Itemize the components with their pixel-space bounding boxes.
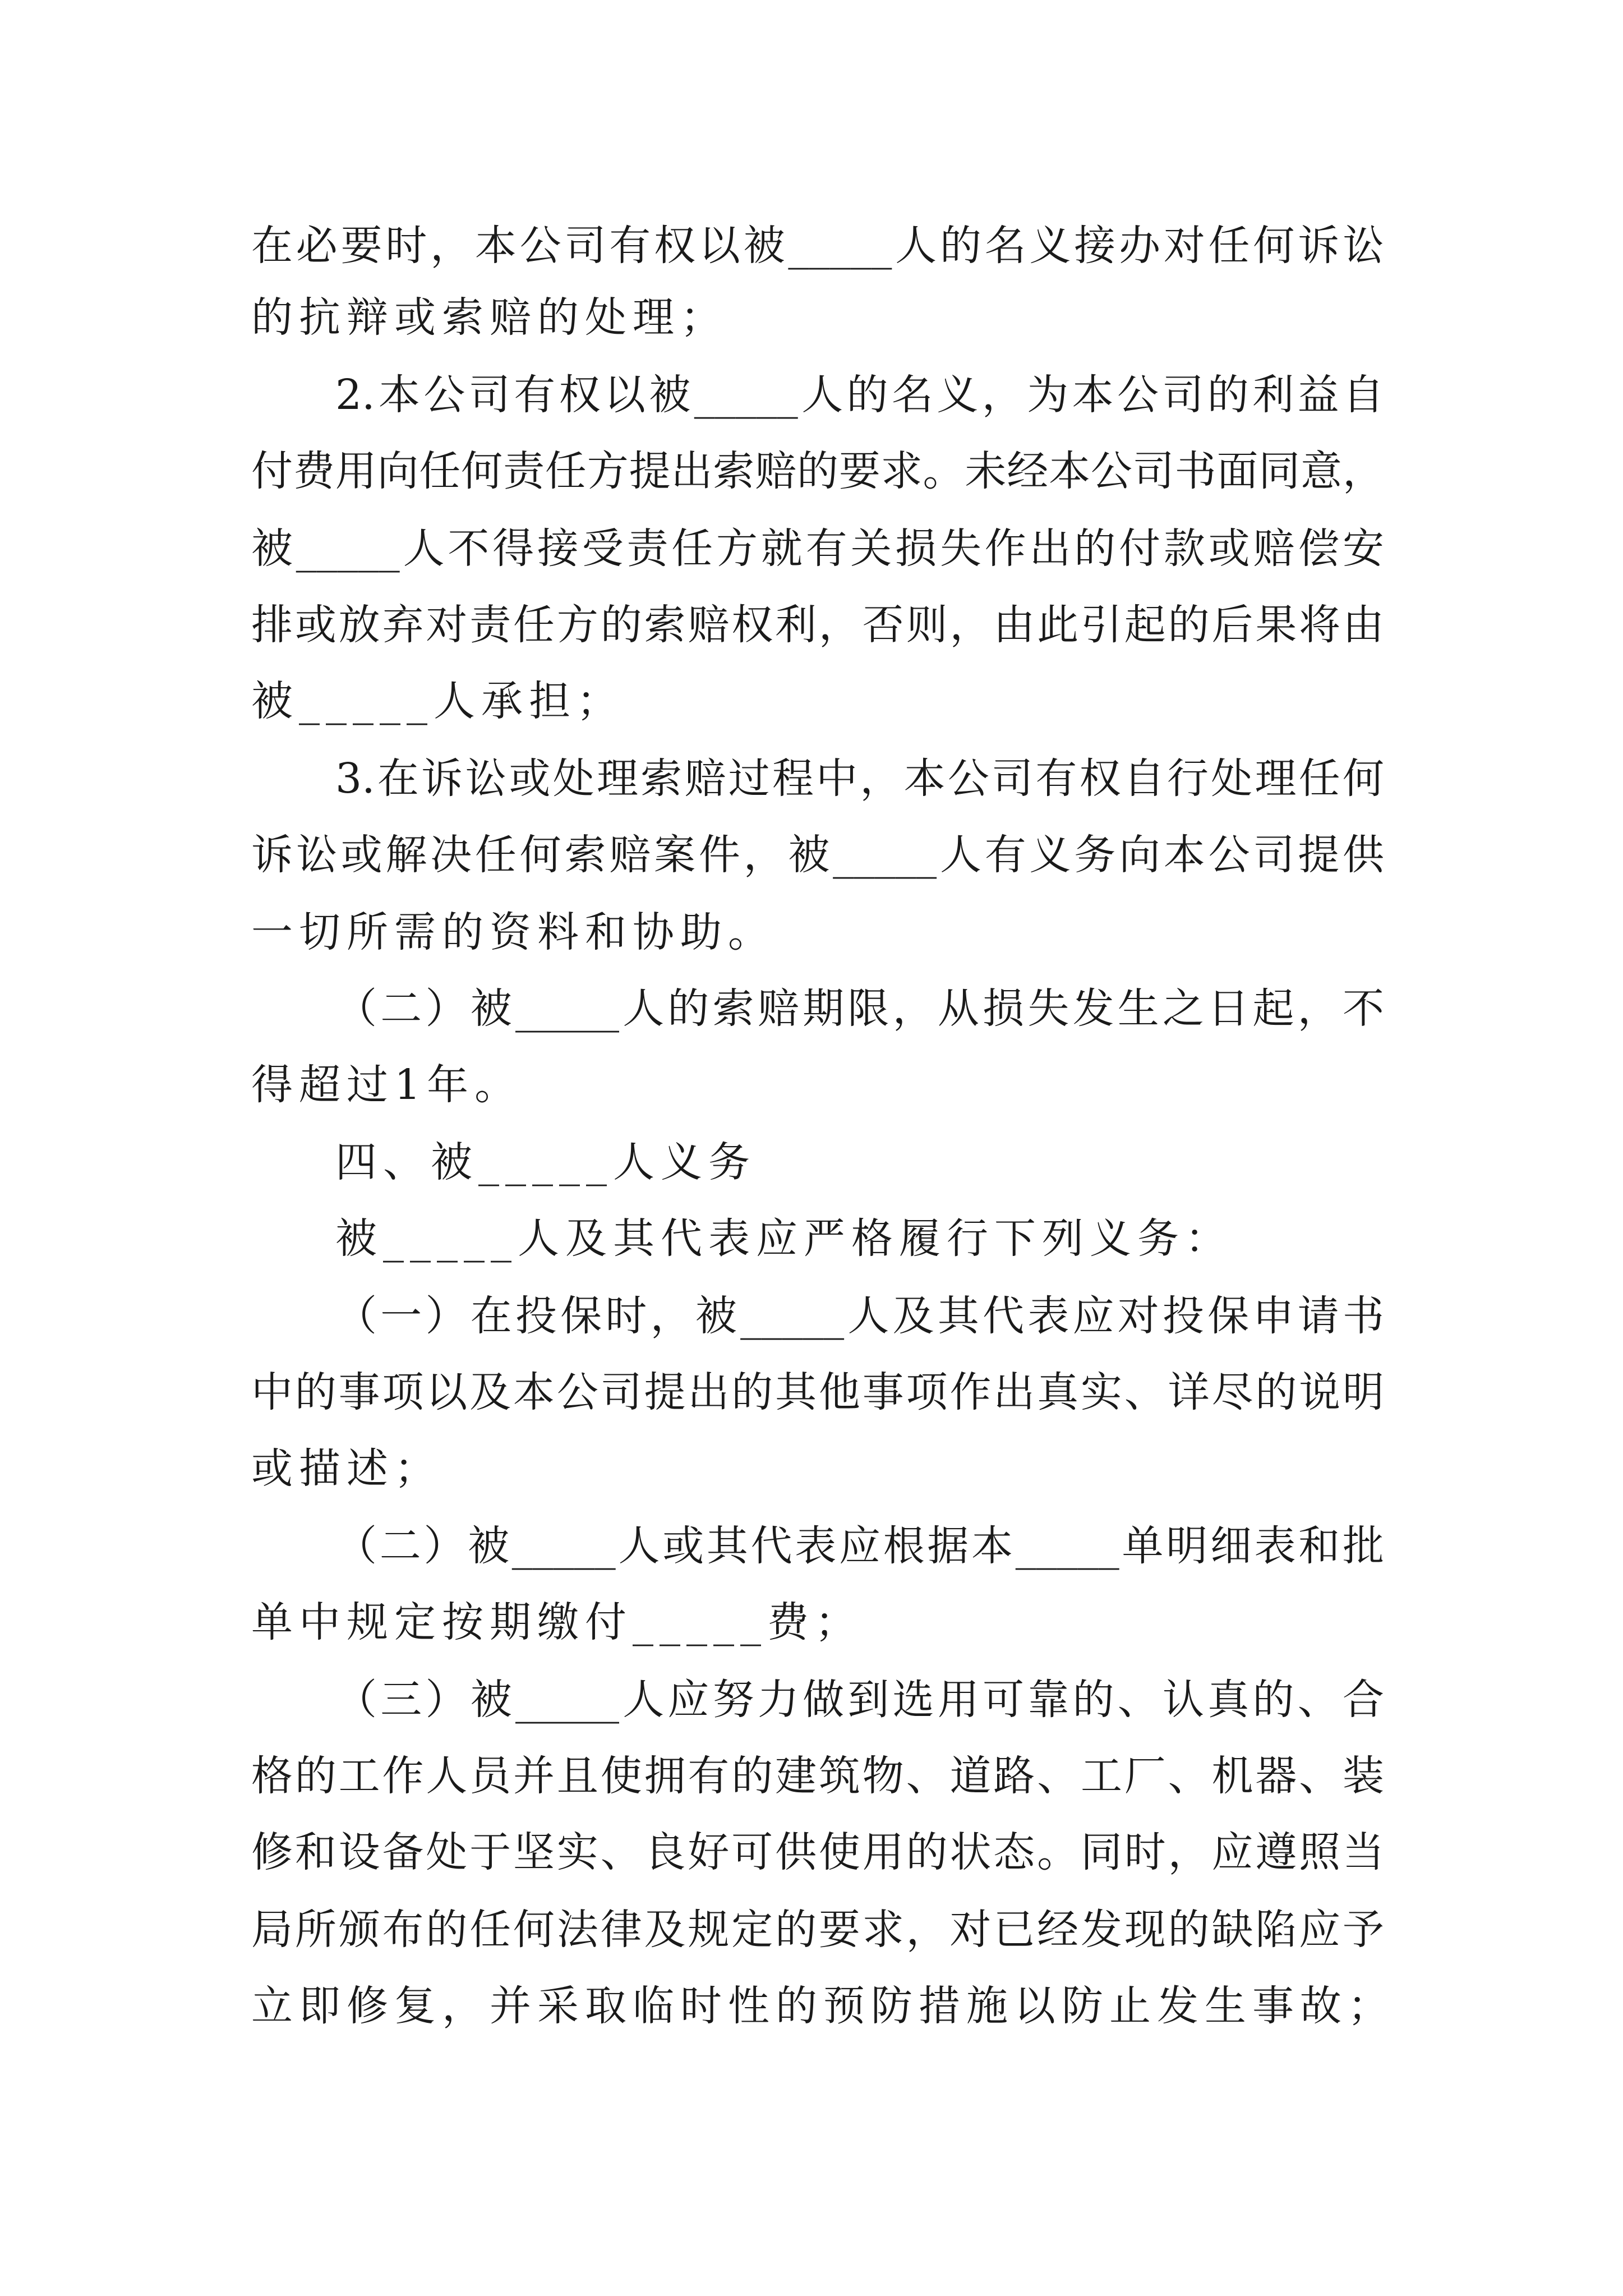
paragraph-line: （三）被_____人应努力做到选用可靠的、认真的、合 [335, 1676, 1384, 1724]
paragraph-line: （二）被_____人或其代表应根据本_____单明细表和批 [335, 1522, 1384, 1570]
paragraph-line: 被_____人不得接受责任方就有关损失作出的付款或赔偿安 [251, 524, 1384, 573]
paragraph-line: 被_____人承担； [251, 677, 624, 725]
paragraph-line: 单中规定按期缴付_____费； [251, 1598, 863, 1646]
paragraph-line: 排或放弃对责任方的索赔权利，否则，由此引起的后果将由 [251, 601, 1384, 649]
paragraph-line: 中的事项以及本公司提出的其他事项作出真实、详尽的说明 [251, 1368, 1384, 1416]
paragraph-line: 局所颁布的任何法律及规定的要求，对已经发现的缺陷应予 [251, 1906, 1384, 1954]
paragraph-line: 被_____人及其代表应严格履行下列义务： [335, 1214, 1233, 1263]
paragraph-line: （二）被_____人的索赔期限，从损失发生之日起，不 [335, 984, 1384, 1033]
paragraph-line: 修和设备处于坚实、良好可供使用的状态。同时，应遵照当 [251, 1828, 1384, 1876]
section-heading: 四、被_____人义务 [335, 1138, 756, 1186]
paragraph-line: 诉讼或解决任何索赔案件，被_____人有义务向本公司提供 [251, 831, 1384, 879]
paragraph-line: 得超过1年。 [251, 1061, 523, 1109]
paragraph-line: 3.在诉讼或处理索赔过程中，本公司有权自行处理任何 [335, 754, 1384, 803]
paragraph-line: 立即修复，并采取临时性的预防措施以防止发生事故； [251, 1982, 1395, 2030]
paragraph-line: 的抗辩或索赔的处理； [251, 293, 728, 342]
paragraph-line: 在必要时，本公司有权以被_____人的名义接办对任何诉讼 [251, 222, 1384, 270]
paragraph-line: 或描述； [251, 1444, 442, 1493]
paragraph-line: （一）在投保时，被_____人及其代表应对投保申请书 [335, 1292, 1384, 1340]
paragraph-line: 一切所需的资料和协助。 [251, 908, 776, 956]
paragraph-line: 2.本公司有权以被_____人的名义，为本公司的利益自 [335, 371, 1384, 419]
paragraph-line: 格的工作人员并且使拥有的建筑物、道路、工厂、机器、装 [251, 1752, 1384, 1800]
paragraph-line: 付费用向任何责任方提出索赔的要求。未经本公司书面同意， [251, 447, 1384, 495]
